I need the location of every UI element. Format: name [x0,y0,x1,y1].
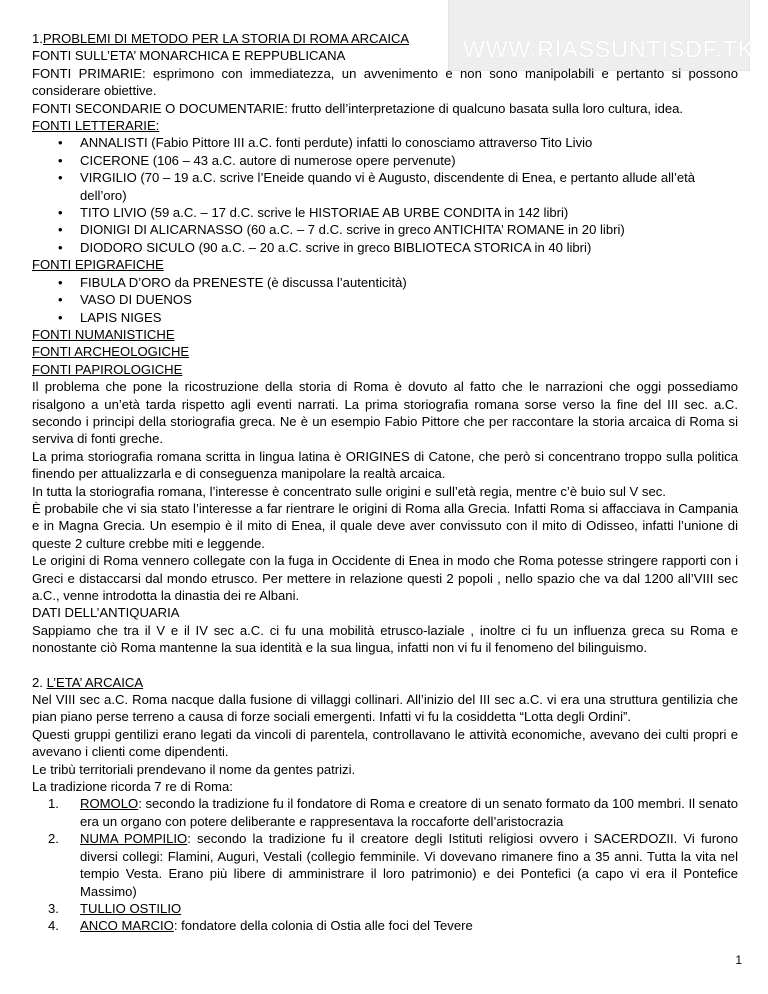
fonti-numanistiche-heading [32,326,738,343]
fonti-secondarie: FONTI SECONDARIE O DOCUMENTARIE: frutto dell’interpretazione di qualcuno basata sulla loro cultura, idea. [32,100,684,116]
king-item [32,900,738,917]
watermark-text: WWW.RIASSUNTISDF.TK [463,36,755,62]
section2-heading [32,674,738,691]
section2-number: 2. [32,674,43,690]
list-item: • TITO LIVIO (59 a.C. – 17 d.C. scrive le HISTORIAE AB URBE CONDITA in 142 libri) [32,204,738,221]
fonti-papirologiche-heading [32,361,738,378]
fonti-archeologiche-text: FONTI ARCHEOLOGICHE [32,344,190,360]
fonti-letterarie-heading: FONTI LETTERARIE: [32,118,160,134]
paragraph: La tradizione ricorda 7 re di Roma: [32,779,233,795]
king-text: : secondo la tradizione fu il fondatore di Roma e creatore di un senato formato da 100 membri. Il senato era un organo con potere deliberante e rappresentava la roccaforte dell’aristocrazia [80,796,738,829]
list-item: • DIODORO SICULO (90 a.C. – 20 a.C. scrive in greco BIBLIOTECA STORICA in 40 libri) [32,239,738,256]
fonti-epigrafiche-list [32,274,738,326]
king-number: 4. [48,918,59,934]
section1-number: 1. [32,31,43,46]
list-item: • LAPIS NIGES [32,309,738,326]
fonti-primarie: FONTI PRIMARIE: esprimono con immediatezza, un avvenimento e non sono manipolabili e pertanto si possono considerare obiettive. [32,65,738,99]
list-item: • CICERONE (106 – 43 a.C. autore di numerose opere pervenute) [32,152,738,169]
list-item: • FIBULA D’ORO da PRENESTE (è discussa l’autenticità) [32,274,738,291]
paragraph: Le origini di Roma vennero collegate con la fuga in Occidente di Enea in modo che Roma potesse stringere rapporti con i Greci e distaccarsi dal mondo etrusco. Per mettere in relazione questi 2 popoli , nello spazio che va dal 1200 all’VIII sec a.C., venne introdotta la dinastia dei re Albani. [32,553,738,603]
king-text: : fondatore della colonia di Ostia alle foci del Tevere [173,918,473,934]
king-number: 3. [48,900,59,916]
king-name: ANCO MARCIO [80,918,174,934]
list-item: • ANNALISTI (Fabio Pittore III a.C. fonti perdute) infatti lo conosciamo attraverso Tito Livio [32,134,738,151]
fonti-epigrafiche-heading: FONTI EPIGRAFICHE [32,257,164,273]
paragraph: Le tribù territoriali prendevano il nome da gentes patrizi. [32,761,356,777]
paragraph: Il problema che pone la ricostruzione della storia di Roma è dovuto al fatto che le narrazioni che oggi possediamo risalgono a un’età tarda rispetto agli eventi narrati. La prima storiografia romana sorse verso la fine del III sec. a.C. secondo i principi della storiografia greca. Ne è un esempio Fabio Pittore che per raccontare la storia arcaica di Roma si serviva di fonti greche. [32,379,738,447]
page-number: 1 [735,953,742,967]
paragraph: Sappiamo che tra il V e il IV sec a.C. ci fu una mobilità etrusco-laziale , inoltre ci fu un influenza greca su Roma e nonostante ciò Roma mantenne la sua identità e la sua lingua, infatti non vi fu il fenomeno del bilinguismo. [32,622,738,656]
section2-title: L’ETA’ ARCAICA [46,674,144,690]
king-number: 2. [48,831,59,847]
king-item [32,830,738,900]
paragraph: In tutta la storiografia romana, l’interesse è concentrato sulle origini e sull’età regia, mentre c’è buio sul V sec. [32,483,666,499]
list-item: • VASO DI DUENOS [32,291,738,308]
fonti-letterarie-list [32,134,738,256]
list-item: • VIRGILIO (70 – 19 a.C. scrive l’Eneide quando vi è Augusto, discendente di Enea, e pertanto allude all’età dell’oro) [32,169,738,204]
paragraph: La prima storiografia romana scritta in lingua latina è ORIGINES di Catone, che però si concentrano troppo sulla politica finendo per attualizzarla e di conseguenza manipolare la realtà arcaica. [32,448,738,482]
king-item [32,917,738,934]
list-item: • DIONIGI DI ALICARNASSO (60 a.C. – 7 d.C. scrive in greco ANTICHITA’ ROMANE in 20 libri) [32,221,738,238]
king-name: ROMOLO [80,796,139,812]
fonti-numanistiche-text: FONTI NUMANISTICHE [32,326,175,342]
king-name: TULLIO OSTILIO [80,900,182,916]
paragraph: È probabile che vi sia stato l’interesse a far rientrare le origini di Roma alla Grecia. Infatti Roma si affacciava in Campania e in Magna Grecia. Un esempio è il mito di Enea, il quale deve aver convissuto con il mito di Odisseo, infatti l’unione di queste 2 culture crebbe miti e leggende. [32,500,738,551]
paragraph: Nel VIII sec a.C. Roma nacque dalla fusione di villaggi collinari. All’inizio del III sec a.C. vi era una struttura gentilizia che pian piano perse terreno a causa di forze sociali emergenti. Infatti vi fu la cosiddetta “Lotta degli Ordini”. [32,692,738,725]
king-item [32,795,738,830]
fonti-archeologiche-heading [32,343,738,360]
king-number: 1. [48,796,59,812]
fonti-papirologiche-text: FONTI PAPIROLOGICHE [32,361,183,377]
fonti-eta-heading: FONTI SULL’ETA’ MONARCHICA E REPPUBLICANA [32,48,346,64]
king-text: : secondo la tradizione fu il creatore degli Istituti religiosi ovvero i SACERDOZII. Vi furono diversi collegi: Flamini, Auguri, Vestali (collegio femminile. Vi dovevano rimanere fino a 35 anni. Tutta la vita nel tempio Vesta. Erano più libere di amministrare il loro patrimonio) e dei Pontefici (a capo vi era il Pontefice Massimo) [80,831,739,899]
king-name: NUMA POMPILIO [80,831,188,847]
kings-list [32,795,738,934]
section1-title: PROBLEMI DI METODO PER LA STORIA DI ROMA ARCAICA [42,31,410,46]
dati-antiquaria-heading: DATI DELL’ANTIQUARIA [32,605,180,621]
section1-heading [32,30,738,47]
paragraph: Questi gruppi gentilizi erano legati da vincoli di parentela, controllavano le attività economiche, avevano dei culti propri e avevano i clienti come dipendenti. [32,726,738,760]
document-page [32,30,738,935]
